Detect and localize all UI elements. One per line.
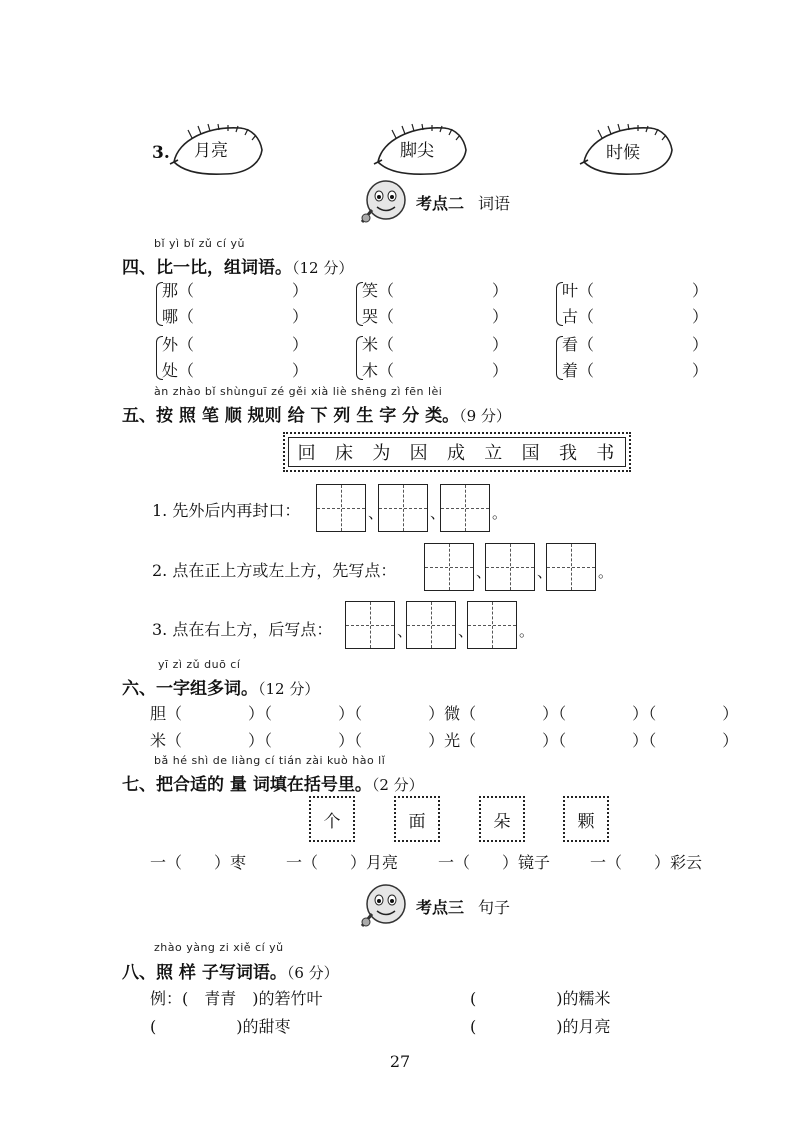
pinyin: yī zì zǔ duō cí	[158, 658, 241, 671]
badge-tag: 考点二	[416, 193, 465, 213]
leaf-word: 时候	[606, 143, 640, 163]
section-badge	[358, 882, 510, 930]
writing-box[interactable]	[316, 484, 366, 532]
fill-item: ( )的月亮	[470, 1017, 611, 1036]
question-heading: 六、一字组多词。（12 分）	[122, 679, 320, 699]
compare-group: 米（ ） 木（ ）	[362, 332, 508, 384]
fill-item: ( )的甜枣	[150, 1017, 291, 1036]
page-number: 27	[389, 1052, 411, 1071]
section-badge	[358, 178, 510, 226]
writing-box[interactable]	[424, 543, 474, 591]
compare-group: 看（ ） 着（ ）	[562, 332, 708, 384]
char: 成	[446, 443, 467, 464]
char: 国	[521, 443, 542, 464]
question-heading: 七、把合适的 量 词填在括号里。（2 分）	[122, 775, 424, 795]
leaf-word: 月亮	[194, 141, 228, 161]
char: 立	[484, 443, 505, 464]
compare-group: 笑（ ） 哭（ ）	[362, 278, 508, 330]
badge-word: 词语	[478, 193, 511, 213]
blank-item: 一（ ）枣	[150, 853, 247, 872]
blank-item: 一（ ）月亮	[286, 853, 399, 872]
rule-label: 1. 先外后内再封口：	[152, 501, 301, 520]
pinyin: zhào yàng zi xiě cí yǔ	[154, 941, 284, 954]
measure-word-card: 颗	[563, 796, 609, 842]
example-line: 例：( 青青 )的箬竹叶	[150, 989, 323, 1008]
writing-box[interactable]	[378, 484, 428, 532]
writing-box[interactable]	[345, 601, 395, 649]
leaf-card	[168, 120, 266, 180]
question-heading: 四、比一比，组词语。（12 分）	[122, 258, 354, 278]
compare-group: 那（ ） 哪（ ）	[162, 278, 308, 330]
rule-label: 2. 点在正上方或左上方，先写点：	[152, 561, 397, 580]
leaf-word: 脚尖	[400, 141, 434, 161]
leaf-card	[578, 120, 676, 180]
char: 床	[334, 443, 355, 464]
writing-box[interactable]	[485, 543, 535, 591]
char: 为	[372, 443, 393, 464]
leaf-card	[372, 120, 470, 180]
char: 回	[297, 443, 318, 464]
writing-box[interactable]	[440, 484, 490, 532]
fill-item: ( )的糯米	[470, 989, 611, 1008]
measure-word-card: 面	[394, 796, 440, 842]
blank-item: 一（ ）镜子	[438, 853, 551, 872]
compare-group: 叶（ ） 古（ ）	[562, 278, 708, 330]
writing-box[interactable]	[546, 543, 596, 591]
smiley-mascot-icon	[358, 178, 410, 226]
smiley-mascot-icon	[358, 882, 410, 930]
character-bank	[283, 432, 631, 472]
question-heading: 八、照 样 子写词语。（6 分）	[122, 963, 339, 983]
question-heading: 五、按 照 笔 顺 规则 给 下 列 生 字 分 类。（9 分）	[122, 406, 511, 426]
blank-item: 一（ ）彩云	[590, 853, 703, 872]
writing-box[interactable]	[406, 601, 456, 649]
pinyin: àn zhào bǐ shùnguī zé gěi xià liè shēng zì fēn lèi	[154, 385, 443, 398]
writing-box[interactable]	[467, 601, 517, 649]
rule-label: 3. 点在右上方，后写点：	[152, 620, 333, 639]
pinyin: bǎ hé shì de liàng cí tián zài kuò hào lǐ	[154, 754, 386, 767]
compare-group: 外（ ） 处（ ）	[162, 332, 308, 384]
measure-word-card: 个	[309, 796, 355, 842]
pinyin: bǐ yì bǐ zǔ cí yǔ	[154, 237, 245, 250]
badge-word: 句子	[478, 897, 511, 917]
char: 书	[596, 443, 617, 464]
word-row: 胆（ ）（ ）（ ）微（ ）（ ）（ ）	[150, 704, 739, 723]
measure-word-card: 朵	[479, 796, 525, 842]
badge-tag: 考点三	[416, 897, 465, 917]
item-number: 3.	[152, 143, 170, 163]
word-row: 米（ ）（ ）（ ）光（ ）（ ）（ ）	[150, 731, 739, 750]
char: 因	[409, 443, 430, 464]
char: 我	[558, 443, 579, 464]
